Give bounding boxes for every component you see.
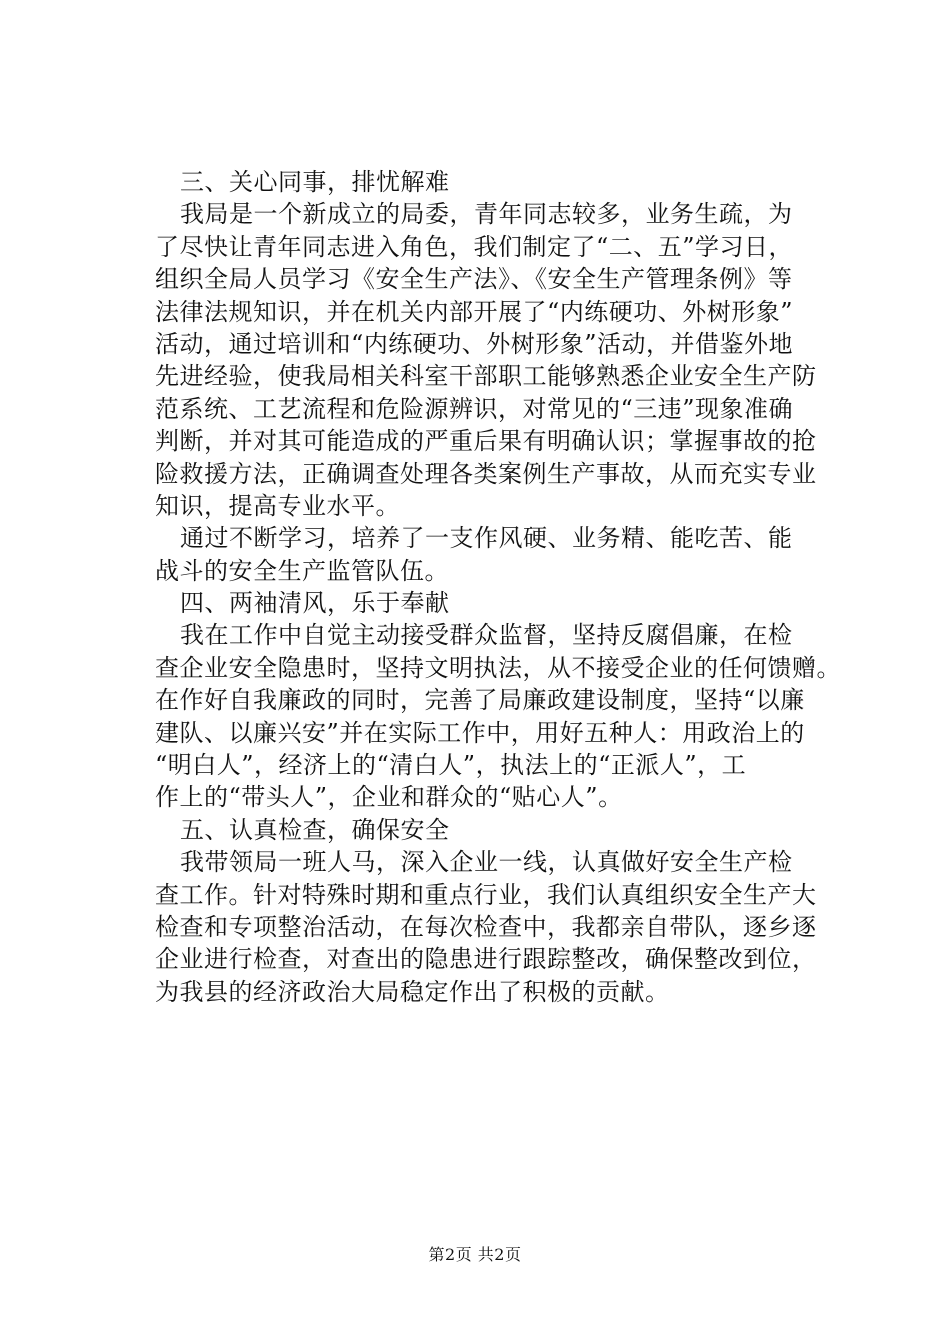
- paragraph-team: [155, 522, 950, 587]
- paragraph-learning: [155, 198, 950, 522]
- paragraph-line: 了尽快让青年同志进入角色，我们制定了“二、五”学习日，: [155, 232, 794, 261]
- paragraph-line: 活动，通过培训和“内练硬功、外树形象”活动，并借鉴外地: [155, 329, 794, 358]
- paragraph-line: 查工作。针对特殊时期和重点行业，我们认真组织安全生产大: [155, 880, 817, 909]
- section-heading-3: [155, 166, 950, 198]
- paragraph-inspection: [155, 846, 950, 1008]
- paragraph-line: 建队、以廉兴安”并在实际工作中，用好五种人：用政治上的: [155, 718, 805, 747]
- paragraph-line: 判断，并对其可能造成的严重后果有明确认识；掌握事故的抢: [155, 427, 817, 456]
- paragraph-line: 为我县的经济政治大局稳定作出了积极的贡献。: [155, 977, 670, 1006]
- section-heading-5: [155, 814, 950, 846]
- paragraph-line: 我带领局一班人马，深入企业一线，认真做好安全生产检: [180, 848, 793, 877]
- paragraph-line: 法律法规知识，并在机关内部开展了“内练硬功、外树形象”: [155, 297, 794, 326]
- paragraph-line: 我局是一个新成立的局委，青年同志较多，业务生疏，为: [180, 200, 793, 229]
- paragraph-line: 检查和专项整治活动，在每次检查中，我都亲自带队，逐乡逐: [155, 912, 817, 941]
- paragraph-integrity: [155, 619, 950, 813]
- document-body: [155, 166, 950, 1008]
- paragraph-line: 我在工作中自觉主动接受群众监督，坚持反腐倡廉，在检: [180, 621, 793, 650]
- heading-line: 四、两袖清风，乐于奉献: [180, 589, 450, 618]
- paragraph-line: 先进经验，使我局相关科室干部职工能够熟悉企业安全生产防: [155, 362, 817, 391]
- paragraph-line: 知识，提高专业水平。: [155, 491, 400, 520]
- heading-line: 三、关心同事，排忧解难: [180, 168, 450, 196]
- paragraph-line: 范系统、工艺流程和危险源辨识，对常见的“三违”现象准确: [155, 394, 794, 423]
- paragraph-line: “明白人”，经济上的“清白人”，执法上的“正派人”，工: [155, 751, 747, 780]
- page-footer: 第2页 共2页: [428, 1245, 522, 1264]
- paragraph-line: 险救援方法，正确调查处理各类案例生产事故，从而充实专业: [155, 459, 817, 488]
- paragraph-line: 组织全局人员学习《安全生产法》、《安全生产管理条例》等: [155, 265, 793, 294]
- paragraph-line: 战斗的安全生产监管队伍。: [155, 556, 449, 585]
- section-heading-4: [155, 587, 950, 619]
- paragraph-line: 在作好自我廉政的同时，完善了局廉政建设制度，坚持“以廉: [155, 686, 805, 715]
- paragraph-line: 作上的“带头人”，企业和群众的“贴心人”。: [155, 783, 623, 812]
- paragraph-line: 通过不断学习，培养了一支作风硬、业务精、能吃苦、能: [180, 524, 793, 553]
- paragraph-line: 企业进行检查，对查出的隐患进行跟踪整改，确保整改到位，: [155, 945, 817, 974]
- paragraph-line: 查企业安全隐患时，坚持文明执法，从不接受企业的任何馈赠。: [155, 653, 841, 682]
- heading-line: 五、认真检查，确保安全: [180, 815, 450, 844]
